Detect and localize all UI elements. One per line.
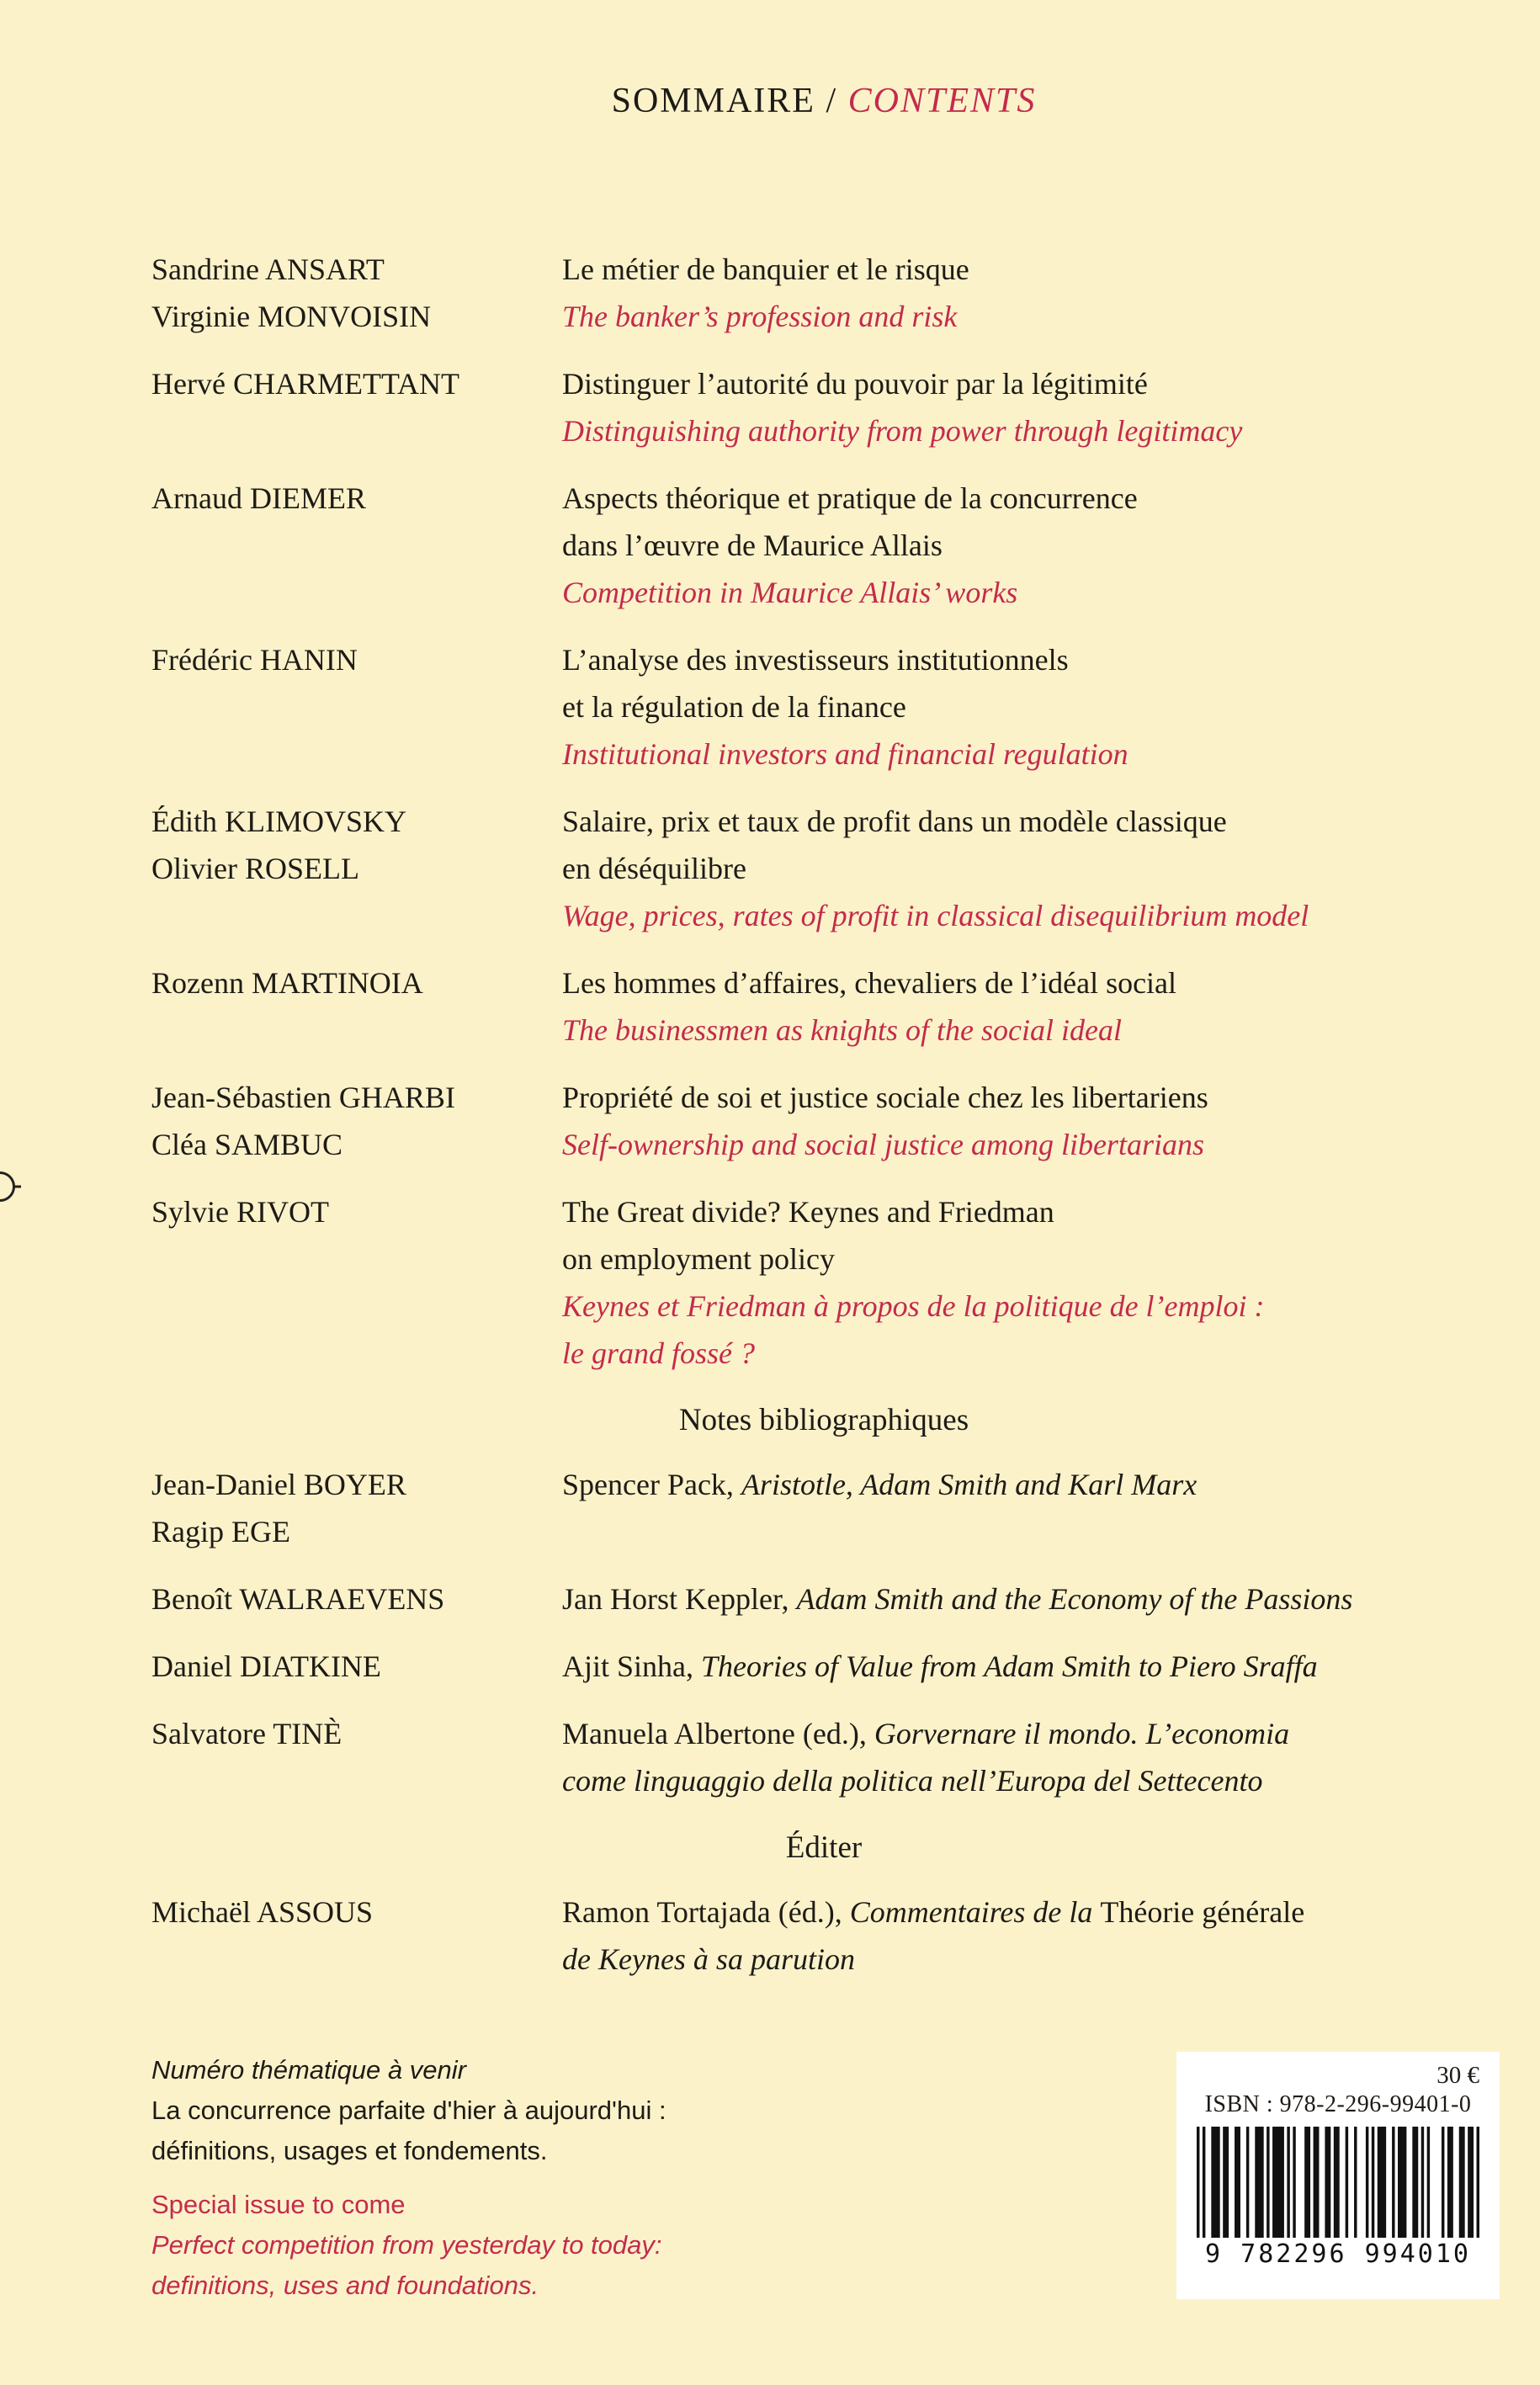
title-line — [562, 959, 1496, 1007]
entry-authors — [151, 798, 562, 892]
author-name: Olivier ROSELL — [151, 852, 359, 885]
text-segment: The businessmen as knights of the social ideal — [562, 1013, 1122, 1047]
entry-titles — [562, 636, 1496, 778]
author-name: Édith KLIMOVSKY — [151, 805, 406, 838]
author-name: Hervé CHARMETTANT — [151, 367, 460, 401]
text-segment: The Great divide? Keynes and Friedman — [562, 1195, 1054, 1229]
barcode — [1197, 2127, 1479, 2238]
entry-titles — [562, 1188, 1496, 1377]
author-name: Cléa SAMBUC — [151, 1128, 343, 1161]
entry-titles — [562, 1461, 1496, 1508]
toc-entry — [151, 636, 1496, 778]
title-contents: CONTENTS — [847, 82, 1037, 120]
book-title-segment: come linguaggio della politica nell’Europa del Settecento — [562, 1764, 1263, 1798]
entry-authors — [151, 360, 562, 407]
text-segment: The banker’s profession and risk — [562, 300, 958, 333]
book-title-segment: Aristotle, Adam Smith and Karl Marx — [741, 1468, 1197, 1501]
title-line — [562, 1710, 1496, 1757]
entry-authors — [151, 246, 562, 340]
entry-authors — [151, 959, 562, 1007]
text-segment: en déséquilibre — [562, 852, 746, 885]
toc-entry — [151, 1643, 1496, 1690]
entry-titles — [562, 1643, 1496, 1690]
title-translation-line — [562, 730, 1496, 778]
text-segment: Institutional investors and financial regulation — [562, 737, 1128, 771]
title-sommaire: SOMMAIRE / — [611, 82, 848, 120]
text-segment: Manuela Albertone (ed.), — [562, 1717, 874, 1750]
text-segment: Propriété de soi et justice sociale chez les libertariens — [562, 1081, 1208, 1114]
entry-titles — [562, 959, 1496, 1054]
author-name: Jean-Sébastien GHARBI — [151, 1081, 455, 1114]
author-name: Salvatore TINÈ — [151, 1717, 343, 1750]
entry-authors — [151, 1888, 562, 1936]
text-segment: Spencer Pack, — [562, 1468, 741, 1501]
title-translation-line — [562, 1007, 1496, 1054]
author-name: Daniel DIATKINE — [151, 1649, 381, 1683]
title-line — [562, 1461, 1496, 1508]
title-translation-line — [562, 892, 1496, 939]
entry-titles — [562, 1888, 1496, 1983]
title-line — [562, 683, 1496, 730]
title-translation-line — [562, 1330, 1496, 1377]
title-line — [562, 1188, 1496, 1235]
announcement-en-line: definitions, uses and foundations. — [151, 2271, 539, 2300]
title-line — [562, 798, 1496, 845]
announcement-en-title: Special issue to come — [151, 2190, 406, 2219]
entry-authors — [151, 475, 562, 522]
text-segment: Wage, prices, rates of profit in classical disequilibrium model — [562, 899, 1309, 932]
entry-titles — [562, 246, 1496, 340]
toc-entry — [151, 1461, 1496, 1555]
book-title-segment: Theories of Value from Adam Smith to Piero Sraffa — [701, 1649, 1318, 1683]
upcoming-issue-announcement — [151, 2050, 666, 2306]
text-segment: Self-ownership and social justice among libertarians — [562, 1128, 1204, 1161]
registration-mark — [0, 1171, 15, 1202]
text-segment: Ajit Sinha, — [562, 1649, 702, 1683]
entry-titles — [562, 1710, 1496, 1804]
toc-entry — [151, 1710, 1496, 1804]
text-segment: Distinguishing authority from power through legitimacy — [562, 414, 1243, 448]
text-segment: Le métier de banquier et le risque — [562, 252, 969, 286]
section-heading: Éditer — [785, 1830, 863, 1865]
title-translation-line — [562, 569, 1496, 616]
title-line — [562, 1757, 1496, 1804]
toc-entry — [151, 360, 1496, 454]
author-name: Virginie MONVOISIN — [151, 300, 432, 333]
author-name: Sandrine ANSART — [151, 252, 385, 286]
announcement-en-block — [151, 2185, 666, 2306]
text-segment: on employment policy — [562, 1242, 835, 1276]
title-line — [562, 246, 1496, 293]
title-line — [562, 1575, 1496, 1623]
entry-authors — [151, 1710, 562, 1757]
toc-entry — [151, 475, 1496, 616]
title-translation-line — [562, 1283, 1496, 1330]
isbn-number: ISBN : 978-2-296-99401-0 — [1204, 2091, 1472, 2117]
entry-titles — [562, 1074, 1496, 1168]
entry-titles — [562, 360, 1496, 454]
text-segment: Keynes et Friedman à propos de la politique de l’emploi : — [562, 1289, 1265, 1323]
text-segment: Les hommes d’affaires, chevaliers de l’idéal social — [562, 966, 1177, 1000]
author-name: Jean-Daniel BOYER — [151, 1468, 406, 1501]
table-of-contents — [151, 246, 1496, 1983]
announcement-fr-line: définitions, usages et fondements. — [151, 2136, 548, 2165]
title-translation-line — [562, 293, 1496, 340]
title-line — [562, 1074, 1496, 1121]
author-name: Arnaud DIEMER — [151, 481, 366, 515]
entry-authors — [151, 636, 562, 683]
announcement-fr-line: La concurrence parfaite d'hier à aujourd'hui : — [151, 2096, 666, 2125]
section-heading: Notes bibliographiques — [678, 1403, 969, 1437]
price-label: 30 € — [1436, 2062, 1479, 2089]
announcement-fr-title: Numéro thématique à venir — [151, 2055, 466, 2085]
title-line — [562, 845, 1496, 892]
title-line — [562, 1888, 1496, 1936]
text-segment: Competition in Maurice Allais’ works — [562, 576, 1018, 609]
title-line — [562, 475, 1496, 522]
author-name: Michaël ASSOUS — [151, 1895, 374, 1929]
book-title-segment: de Keynes à sa parution — [562, 1942, 855, 1976]
author-name: Rozenn MARTINOIA — [151, 966, 423, 1000]
text-segment: et la régulation de la finance — [562, 690, 906, 724]
text-segment: Salaire, prix et taux de profit dans un modèle classique — [562, 805, 1227, 838]
toc-entry — [151, 1888, 1496, 1983]
toc-entry — [151, 959, 1496, 1054]
text-segment: Ramon Tortajada (éd.), — [562, 1895, 850, 1929]
barcode-number: 9 782296 994010 — [1205, 2239, 1471, 2269]
author-name: Sylvie RIVOT — [151, 1195, 329, 1229]
author-name: Ragip EGE — [151, 1515, 290, 1548]
title-line — [562, 522, 1496, 569]
title-line — [562, 1936, 1496, 1983]
title-line — [562, 1235, 1496, 1283]
entry-authors — [151, 1461, 562, 1555]
announcement-en-line: Perfect competition from yesterday to today: — [151, 2230, 662, 2260]
entry-titles — [562, 798, 1496, 939]
text-segment: Distinguer l’autorité du pouvoir par la légitimité — [562, 367, 1148, 401]
toc-entry — [151, 1188, 1496, 1377]
text-segment: dans l’œuvre de Maurice Allais — [562, 529, 943, 562]
entry-authors — [151, 1575, 562, 1623]
entry-authors — [151, 1074, 562, 1168]
toc-entry — [151, 798, 1496, 939]
book-title-segment: Adam Smith and the Economy of the Passions — [796, 1582, 1353, 1616]
toc-entry — [151, 246, 1496, 340]
entry-titles — [562, 1575, 1496, 1623]
toc-entry — [151, 1074, 1496, 1168]
title-translation-line — [562, 407, 1496, 454]
entry-authors — [151, 1188, 562, 1235]
title-line — [562, 636, 1496, 683]
entry-authors — [151, 1643, 562, 1690]
text-segment: le grand fossé ? — [562, 1336, 755, 1370]
text-segment: Aspects théorique et pratique de la concurrence — [562, 481, 1138, 515]
entry-titles — [562, 475, 1496, 616]
book-title-segment: Commentaires de la — [849, 1895, 1101, 1929]
text-segment: L’analyse des investisseurs institutionnels — [562, 643, 1069, 677]
title-translation-line — [562, 1121, 1496, 1168]
text-segment: Jan Horst Keppler, — [562, 1582, 797, 1616]
author-name: Frédéric HANIN — [151, 643, 358, 677]
isbn-price-box — [1176, 2052, 1500, 2299]
toc-entry — [151, 1575, 1496, 1623]
text-segment: Théorie générale — [1100, 1895, 1305, 1929]
title-line — [562, 360, 1496, 407]
page-title — [0, 0, 1540, 121]
title-line — [562, 1643, 1496, 1690]
book-title-segment: Gorvernare il mondo. L’economia — [874, 1717, 1290, 1750]
author-name: Benoît WALRAEVENS — [151, 1582, 445, 1616]
